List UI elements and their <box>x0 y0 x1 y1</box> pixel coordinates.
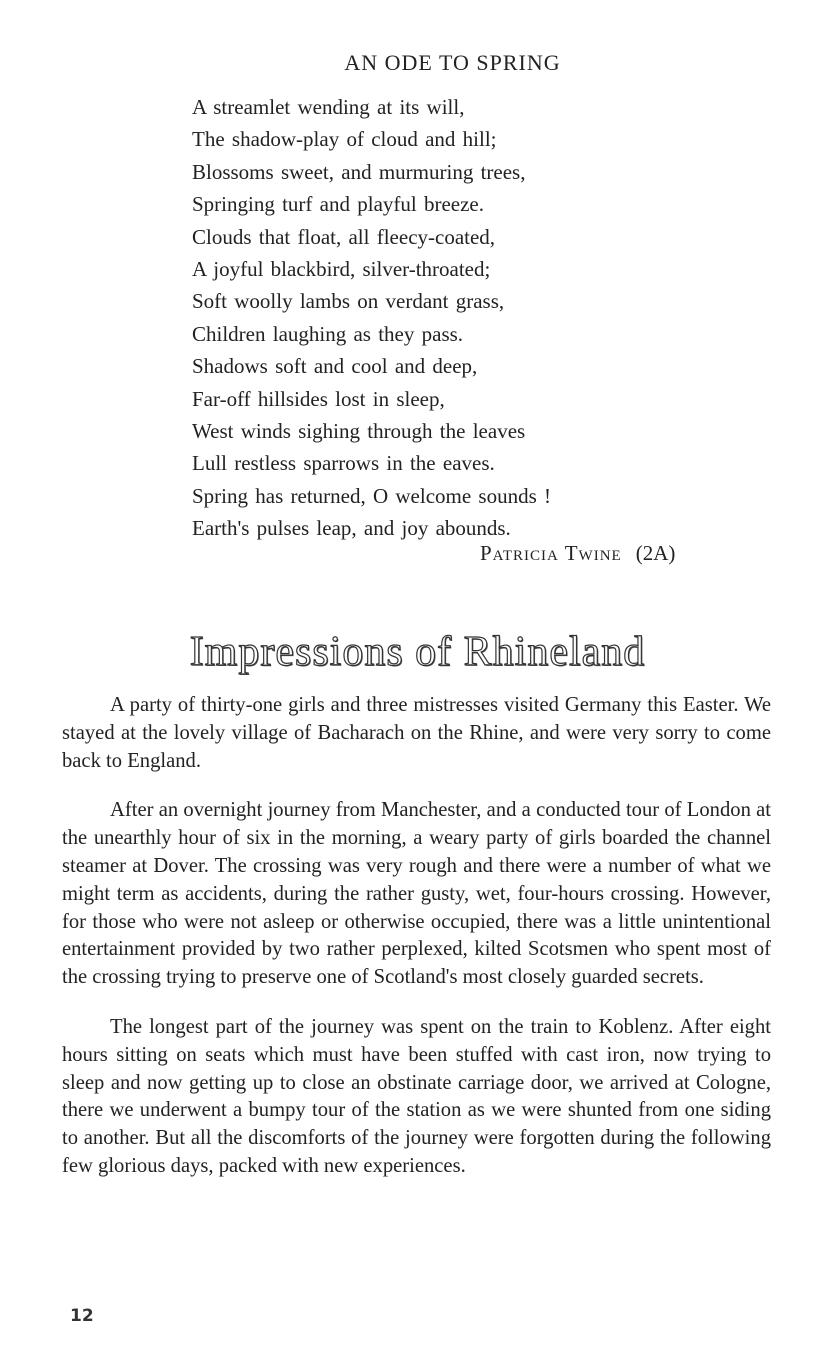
poem-line: Shadows soft and cool and deep, <box>192 354 478 379</box>
poem-body <box>192 91 752 544</box>
poem-line: Blossoms sweet, and murmuring trees, <box>192 159 526 184</box>
article-title-text: Impressions of Rhineland <box>189 629 646 675</box>
poem-line: Earth's pulses leap, and joy abounds. <box>192 516 511 541</box>
poem-author: Patricia Twine <box>480 541 622 565</box>
poem-line: West winds sighing through the leaves <box>192 418 526 443</box>
article-paragraph: After an overnight journey from Manchester, and a conducted tour of London at the unearthly hour of six in the morning, a weary party of girls boarded the channel steamer at Dover. The crossing was very rough and there were a number of what we might term as accidents, during the rather gusty, wet, four-hours crossing. However, for those who were not asleep or otherwise occupied, there was a little unintentional entertainment provided by two rather perplexed, kilted Scotsmen who spent most of the crossing trying to preserve one of Scotland's most closely guarded secrets. <box>62 799 771 989</box>
poem-line: A streamlet wending at its will, <box>192 95 465 119</box>
poem-line: Children laughing as they pass. <box>192 321 464 346</box>
poem-signature <box>480 541 675 566</box>
article-title <box>0 628 825 676</box>
poem-title-text: AN ODE TO SPRING <box>344 50 561 75</box>
article-body <box>62 692 771 1203</box>
poem-author-form: (2A) <box>635 541 676 565</box>
poem-line: Spring has returned, O welcome sounds ! <box>192 483 552 508</box>
poem-title <box>0 50 825 76</box>
article-paragraph: A party of thirty-one girls and three mistresses visited Germany this Easter. We stayed at the lovely village of Bacharach on the Rhine, and were very sorry to come back to England. <box>62 694 771 772</box>
poem-line: Far-off hillsides lost in sleep, <box>192 386 445 411</box>
poem-line: Clouds that float, all fleecy-coated, <box>192 224 496 249</box>
poem-line: The shadow-play of cloud and hill; <box>192 127 497 152</box>
poem-line: Lull restless sparrows in the eaves. <box>192 451 495 476</box>
article-paragraph: The longest part of the journey was spent on the train to Koblenz. After eight hours sitting on seats which must have been stuffed with cast iron, now trying to sleep and now getting up to close an obstinate carriage door, we arrived at Cologne, there we underwent a bumpy tour of the station as we were shunted from one siding to another. But all the discomforts of the journey were forgotten during the following few glorious days, packed with new experiences. <box>62 1015 771 1177</box>
poem-line: Soft woolly lambs on verdant grass, <box>192 289 505 314</box>
poem-line: A joyful blackbird, silver-throated; <box>192 256 491 281</box>
page-number: 12 <box>70 1306 94 1326</box>
poem-line: Springing turf and playful breeze. <box>192 192 484 217</box>
